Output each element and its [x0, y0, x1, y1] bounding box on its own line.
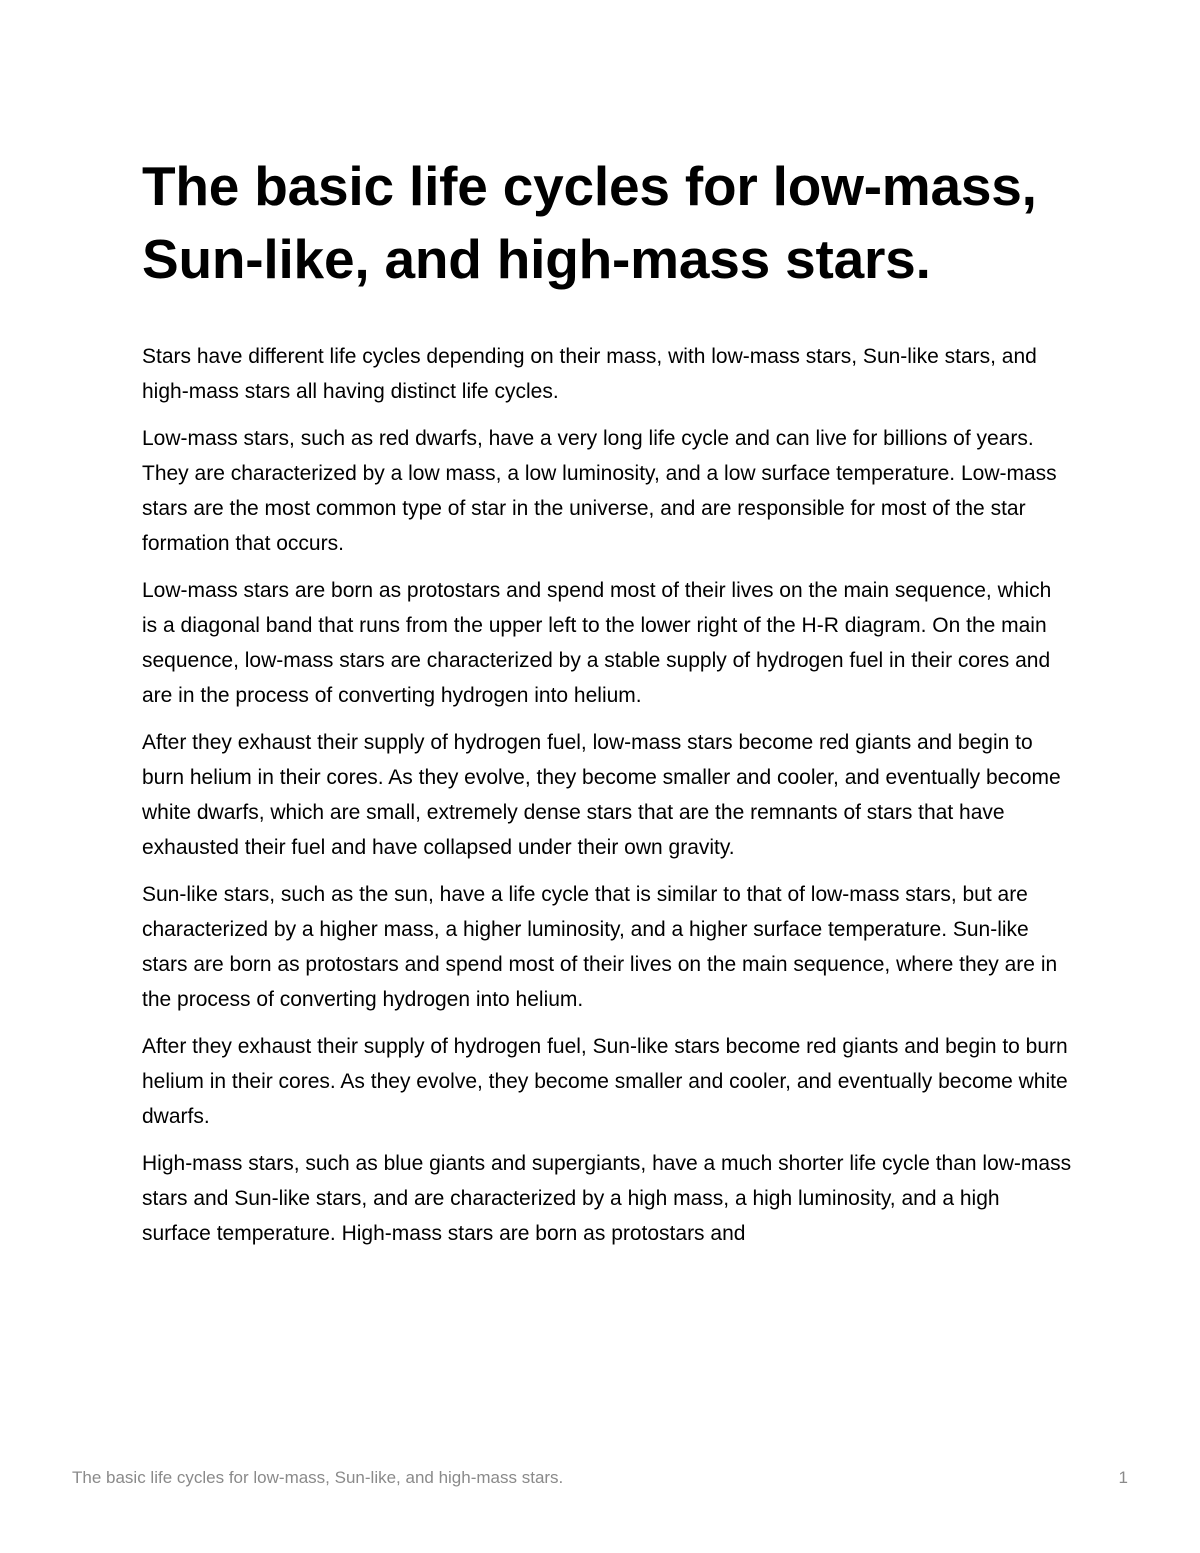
footer-title: The basic life cycles for low-mass, Sun-like, and high-mass stars. — [72, 1468, 564, 1487]
paragraph: Sun-like stars, such as the sun, have a life cycle that is similar to that of low-mass stars, but are characterized by a higher mass, a higher luminosity, and a higher surface temperature. Sun-like stars are born as protostars and spend most of their lives on the main sequence, where they are in the process of converting hydrogen into helium. — [142, 883, 1058, 1011]
paragraph: High-mass stars, such as blue giants and supergiants, have a much shorter life cycle than low-mass stars and Sun-like stars, and are characterized by a high mass, a high luminosity, and a high surface temperature. High-mass stars are born as protostars and — [142, 1152, 1072, 1245]
page-footer — [72, 1466, 1128, 1490]
paragraph: Low-mass stars, such as red dwarfs, have a very long life cycle and can live for billions of years. They are characterized by a low mass, a low luminosity, and a low surface temperature. Low-mass stars are the most common type of star in the universe, and are responsible for most of the star formation that occurs. — [142, 427, 1057, 555]
page-content — [142, 150, 1072, 1263]
paragraph: After they exhaust their supply of hydrogen fuel, Sun-like stars become red giants and begin to burn helium in their cores. As they evolve, they become smaller and cooler, and eventually become white dwarfs. — [142, 1035, 1068, 1128]
paragraph: Low-mass stars are born as protostars and spend most of their lives on the main sequence, which is a diagonal band that runs from the upper left to the lower right of the H-R diagram. On the main sequence, low-mass stars are characterized by a stable supply of hydrogen fuel in their cores and are in the process of converting hydrogen into helium. — [142, 579, 1052, 707]
document-title: The basic life cycles for low-mass, Sun-like, and high-mass stars. — [142, 155, 1037, 290]
page-number: 1 — [1118, 1468, 1128, 1487]
document-body — [142, 339, 1072, 1251]
paragraph: After they exhaust their supply of hydrogen fuel, low-mass stars become red giants and begin to burn helium in their cores. As they evolve, they become smaller and cooler, and eventually become white dwarfs, which are small, extremely dense stars that are the remnants of stars that have exhausted their fuel and have collapsed under their own gravity. — [142, 731, 1061, 859]
paragraph: Stars have different life cycles depending on their mass, with low-mass stars, Sun-like stars, and high-mass stars all having distinct life cycles. — [142, 345, 1037, 403]
